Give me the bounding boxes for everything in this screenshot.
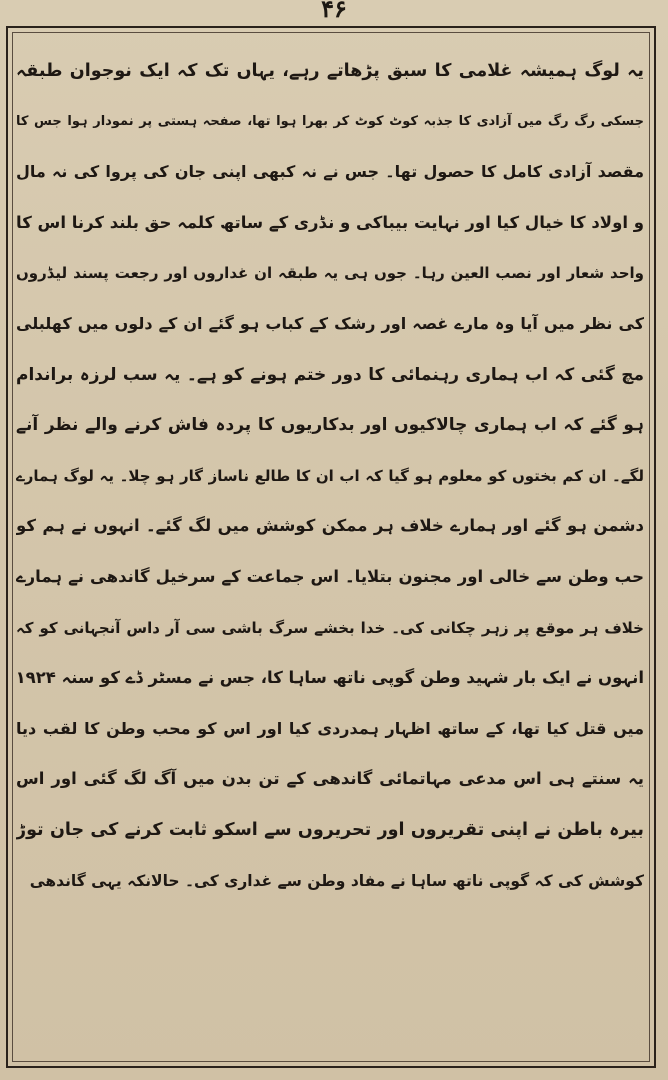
text-line: خلاف ہر موقع پر زہر چکانی کی۔ خدا بخشے سرگ باشی سی آر داس آنجہانی کو کہ [16, 618, 644, 637]
text-line: دشمن ہو گئے اور ہمارے خلاف ہر ممکن کوشش میں لگ گئے۔ انہوں نے ہم کو [16, 516, 644, 536]
text-line: ہو گئے کہ اب ہماری چالاکیوں اور بدکاریوں کا پردہ فاش کرنے والے نظر آنے [16, 415, 644, 436]
text-line: لگے۔ ان کم بختوں کو معلوم ہو گیا کہ اب ان کا طالع ناساز گار ہو چلا۔ یہ لوگ ہمارے [16, 466, 644, 485]
text-line: یہ سنتے ہی اس مدعی مہاتمائی گاندھی کے تن بدن میں آگ لگ گئی اور اس [16, 769, 644, 789]
text-line: واحد شعار اور نصب العین رہا۔ جوں ہی یہ طبقہ ان غداروں اور رجعت پسند لیڈروں [16, 264, 644, 283]
text-line: میں قتل کیا تھا، کے ساتھ اظہار ہمدردی کیا اور اس کو محب وطن کا لقب دیا [16, 718, 644, 738]
page-number: ۴۶ [321, 0, 347, 23]
text-line: مچ گئی کہ اب ہماری رہنمائی کا دور ختم ہونے کو ہے۔ یہ سب لرزہ براندام [16, 364, 644, 385]
text-line: کی نظر میں آیا وہ مارے غصہ اور رشک کے کباب ہو گئے ان کے دلوں میں کھلبلی [16, 313, 644, 333]
body-text [16, 46, 644, 906]
text-line: مقصد آزادی کامل کا حصول تھا۔ جس نے نہ کبھی اپنی جان کی پروا کی نہ مال [16, 162, 644, 182]
text-line: و اولاد کا خیال کیا اور نہایت بیباکی و نڈری کے ساتھ کلمہ حق بلند کرنا اس کا [16, 212, 644, 232]
text-line: بیرہ باطن نے اپنی تقریروں اور تحریروں سے اسکو ثابت کرنے کی جان توڑ [16, 819, 644, 840]
text-line: یہ لوگ ہمیشہ غلامی کا سبق پڑھاتے رہے، یہاں تک کہ ایک نوجوان طبقہ [16, 61, 644, 81]
text-line: کوشش کی کہ گوپی ناتھ ساہا نے مفاد وطن سے غداری کی۔ حالانکہ یہی گاندھی [29, 871, 644, 890]
text-line: انہوں نے ایک بار شہید وطن گوپی ناتھ ساہا کا، جس نے مسٹر ڈے کو سنہ ۱۹۲۴ [16, 668, 644, 688]
text-line: حب وطن سے خالی اور مجنون بتلایا۔ اس جماعت کے سرخیل گاندھی نے ہمارے [16, 566, 644, 586]
text-line: جسکی رگ رگ میں آزادی کا جذبہ کوٹ کوٹ کر بھرا ہوا تھا، صفحہ ہستی پر نمودار ہوا جس کا [16, 113, 644, 129]
